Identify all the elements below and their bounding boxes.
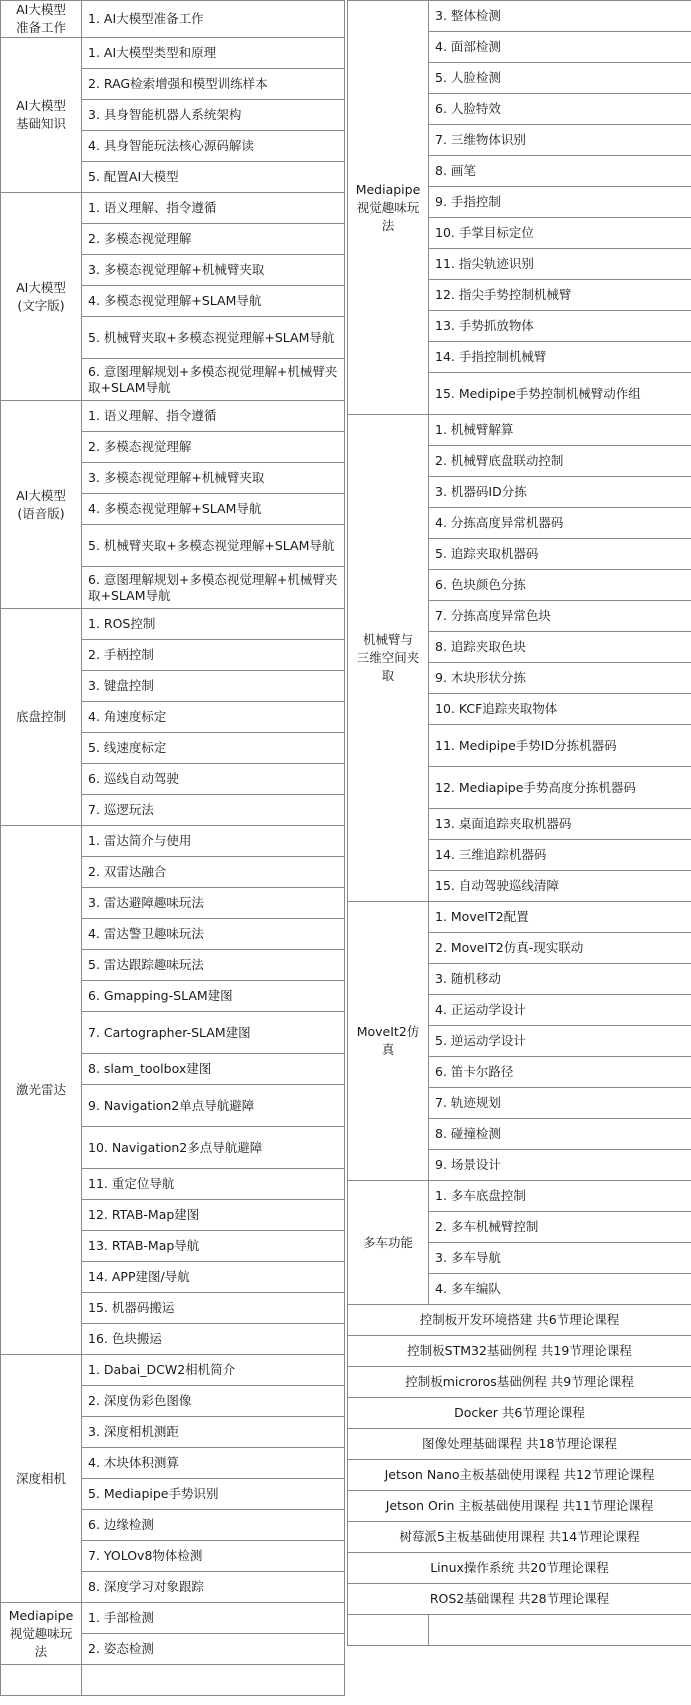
table-row [1,401,345,432]
lesson-item: 6. 人脸特效 [429,94,691,125]
category-cell: MoveIt2仿真 [348,902,429,1181]
category-cell: 机械臂与 三维空间夹取 [348,415,429,902]
lesson-item: 3. 多模态视觉理解+机械臂夹取 [82,255,345,286]
lesson-item: 14. 手指控制机械臂 [429,342,691,373]
table-row [348,415,691,446]
lesson-item: 7. YOLOv8物体检测 [82,1541,345,1572]
lesson-item: 3. 随机移动 [429,964,691,995]
lesson-item: 4. 雷达警卫趣味玩法 [82,919,345,950]
lesson-item: 4. 分拣高度异常机器码 [429,508,691,539]
course-item: 控制板microros基础例程 共9节理论课程 [348,1367,691,1398]
course-item: 控制板开发环境搭建 共6节理论课程 [348,1305,691,1336]
table-row [1,1355,345,1386]
course-row [348,1429,691,1460]
lesson-item: 7. 轨迹规划 [429,1088,691,1119]
lesson-item: 15. 自动驾驶巡线清障 [429,871,691,902]
lesson-item: 1. 语义理解、指令遵循 [82,193,345,224]
lesson-item: 4. 木块体积测算 [82,1448,345,1479]
lesson-item: 4. 面部检测 [429,32,691,63]
category-cell: Mediapipe 视觉趣味玩法 [1,1603,82,1665]
table-row [1,1603,345,1634]
table-row [1,38,345,69]
course-item: 树莓派5主板基础使用课程 共14节理论课程 [348,1522,691,1553]
lesson-item: 6. 巡线自动驾驶 [82,764,345,795]
lesson-item: 4. 正运动学设计 [429,995,691,1026]
table-row [1,1,345,38]
lesson-item: 7. 三维物体识别 [429,125,691,156]
lesson-item: 6. 笛卡尔路径 [429,1057,691,1088]
lesson-item: 10. Navigation2多点导航避障 [82,1127,345,1169]
lesson-item: 1. 手部检测 [82,1603,345,1634]
right-table [347,0,691,1646]
lesson-item: 1. Dabai_DCW2相机简介 [82,1355,345,1386]
lesson-item: 1. 雷达简介与使用 [82,826,345,857]
lesson-item: 1. ROS控制 [82,609,345,640]
lesson-item: 3. 多车导航 [429,1243,691,1274]
lesson-item: 6. Gmapping-SLAM建图 [82,981,345,1012]
empty-row [1,1665,345,1696]
course-item: 控制板STM32基础例程 共19节理论课程 [348,1336,691,1367]
category-cell: Mediapipe 视觉趣味玩法 [348,1,429,415]
course-item: Docker 共6节理论课程 [348,1398,691,1429]
lesson-item: 3. 多模态视觉理解+机械臂夹取 [82,463,345,494]
lesson-item: 4. 多车编队 [429,1274,691,1305]
course-row [348,1553,691,1584]
lesson-item: 13. 桌面追踪夹取机器码 [429,809,691,840]
category-cell: AI大模型 准备工作 [1,1,82,38]
lesson-item: 2. 手柄控制 [82,640,345,671]
empty-cell [348,1615,429,1646]
course-row [348,1336,691,1367]
course-row [348,1305,691,1336]
lesson-item: 2. 姿态检测 [82,1634,345,1665]
table-row [348,902,691,933]
lesson-item: 8. 画笔 [429,156,691,187]
lesson-item: 6. 边缘检测 [82,1510,345,1541]
lesson-item: 11. 指尖轨迹识别 [429,249,691,280]
lesson-item: 9. 木块形状分拣 [429,663,691,694]
category-cell: AI大模型 (文字版) [1,193,82,401]
lesson-item: 10. 手掌目标定位 [429,218,691,249]
lesson-item: 11. 重定位导航 [82,1169,345,1200]
lesson-item: 3. 整体检测 [429,1,691,32]
lesson-item: 5. 雷达跟踪趣味玩法 [82,950,345,981]
course-row [348,1398,691,1429]
lesson-item: 7. 巡逻玩法 [82,795,345,826]
lesson-item: 3. 机器码ID分拣 [429,477,691,508]
lesson-item: 11. Medipipe手势ID分拣机器码 [429,725,691,767]
lesson-item: 2. 多车机械臂控制 [429,1212,691,1243]
category-cell: 底盘控制 [1,609,82,826]
lesson-item: 7. 分拣高度异常色块 [429,601,691,632]
lesson-item: 5. 追踪夹取机器码 [429,539,691,570]
lesson-item: 9. 场景设计 [429,1150,691,1181]
course-row [348,1367,691,1398]
lesson-item: 6. 色块颜色分拣 [429,570,691,601]
lesson-item: 10. KCF追踪夹取物体 [429,694,691,725]
table-row [348,1181,691,1212]
empty-row [348,1615,691,1646]
lesson-item: 8. 碰撞检测 [429,1119,691,1150]
category-cell: 深度相机 [1,1355,82,1603]
lesson-item: 6. 意图理解规划+多模态视觉理解+机械臂夹取+SLAM导航 [82,359,345,401]
lesson-item: 1. 语义理解、指令遵循 [82,401,345,432]
course-item: 图像处理基础课程 共18节理论课程 [348,1429,691,1460]
empty-cell [429,1615,691,1646]
category-cell: AI大模型 基础知识 [1,38,82,193]
lesson-item: 12. 指尖手势控制机械臂 [429,280,691,311]
category-cell: 多车功能 [348,1181,429,1305]
lesson-item: 7. Cartographer-SLAM建图 [82,1012,345,1054]
lesson-item: 15. Medipipe手势控制机械臂动作组 [429,373,691,415]
course-item: Jetson Orin 主板基础使用课程 共11节理论课程 [348,1491,691,1522]
course-item: ROS2基础课程 共28节理论课程 [348,1584,691,1615]
lesson-item: 15. 机器码搬运 [82,1293,345,1324]
table-row [1,609,345,640]
lesson-item: 12. RTAB-Map建图 [82,1200,345,1231]
empty-cell [82,1665,345,1696]
lesson-item: 2. MoveIT2仿真-现实联动 [429,933,691,964]
left-table [0,0,345,1696]
lesson-item: 1. 机械臂解算 [429,415,691,446]
table-row [348,1,691,32]
lesson-item: 9. 手指控制 [429,187,691,218]
lesson-item: 4. 角速度标定 [82,702,345,733]
lesson-item: 2. 机械臂底盘联动控制 [429,446,691,477]
course-item: Linux操作系统 共20节理论课程 [348,1553,691,1584]
course-row [348,1584,691,1615]
lesson-item: 4. 多模态视觉理解+SLAM导航 [82,494,345,525]
lesson-item: 3. 雷达避障趣味玩法 [82,888,345,919]
course-row [348,1491,691,1522]
lesson-item: 2. 多模态视觉理解 [82,432,345,463]
lesson-item: 5. 线速度标定 [82,733,345,764]
lesson-item: 13. 手势抓放物体 [429,311,691,342]
lesson-item: 14. 三维追踪机器码 [429,840,691,871]
lesson-item: 5. Mediapipe手势识别 [82,1479,345,1510]
lesson-item: 14. APP建图/导航 [82,1262,345,1293]
course-row [348,1460,691,1491]
lesson-item: 12. Mediapipe手势高度分拣机器码 [429,767,691,809]
lesson-item: 1. AI大模型准备工作 [82,1,345,38]
category-cell: AI大模型 (语音版) [1,401,82,609]
lesson-item: 1. 多车底盘控制 [429,1181,691,1212]
lesson-item: 4. 多模态视觉理解+SLAM导航 [82,286,345,317]
lesson-item: 5. 机械臂夹取+多模态视觉理解+SLAM导航 [82,317,345,359]
lesson-item: 13. RTAB-Map导航 [82,1231,345,1262]
lesson-item: 6. 意图理解规划+多模态视觉理解+机械臂夹取+SLAM导航 [82,567,345,609]
lesson-item: 8. slam_toolbox建图 [82,1054,345,1085]
lesson-item: 9. Navigation2单点导航避障 [82,1085,345,1127]
category-cell: 激光雷达 [1,826,82,1355]
lesson-item: 5. 人脸检测 [429,63,691,94]
lesson-item: 4. 具身智能玩法核心源码解读 [82,131,345,162]
lesson-item: 8. 追踪夹取色块 [429,632,691,663]
course-row [348,1522,691,1553]
lesson-item: 2. 深度伪彩色图像 [82,1386,345,1417]
course-item: Jetson Nano主板基础使用课程 共12节理论课程 [348,1460,691,1491]
lesson-item: 3. 深度相机测距 [82,1417,345,1448]
table-row [1,826,345,857]
lesson-item: 16. 色块搬运 [82,1324,345,1355]
lesson-item: 1. AI大模型类型和原理 [82,38,345,69]
lesson-item: 3. 具身智能机器人系统架构 [82,100,345,131]
lesson-item: 2. RAG检索增强和模型训练样本 [82,69,345,100]
lesson-item: 3. 键盘控制 [82,671,345,702]
lesson-item: 2. 多模态视觉理解 [82,224,345,255]
lesson-item: 2. 双雷达融合 [82,857,345,888]
lesson-item: 8. 深度学习对象跟踪 [82,1572,345,1603]
lesson-item: 5. 机械臂夹取+多模态视觉理解+SLAM导航 [82,525,345,567]
lesson-item: 5. 逆运动学设计 [429,1026,691,1057]
table-row [1,193,345,224]
lesson-item: 1. MoveIT2配置 [429,902,691,933]
lesson-item: 5. 配置AI大模型 [82,162,345,193]
empty-cell [1,1665,82,1696]
